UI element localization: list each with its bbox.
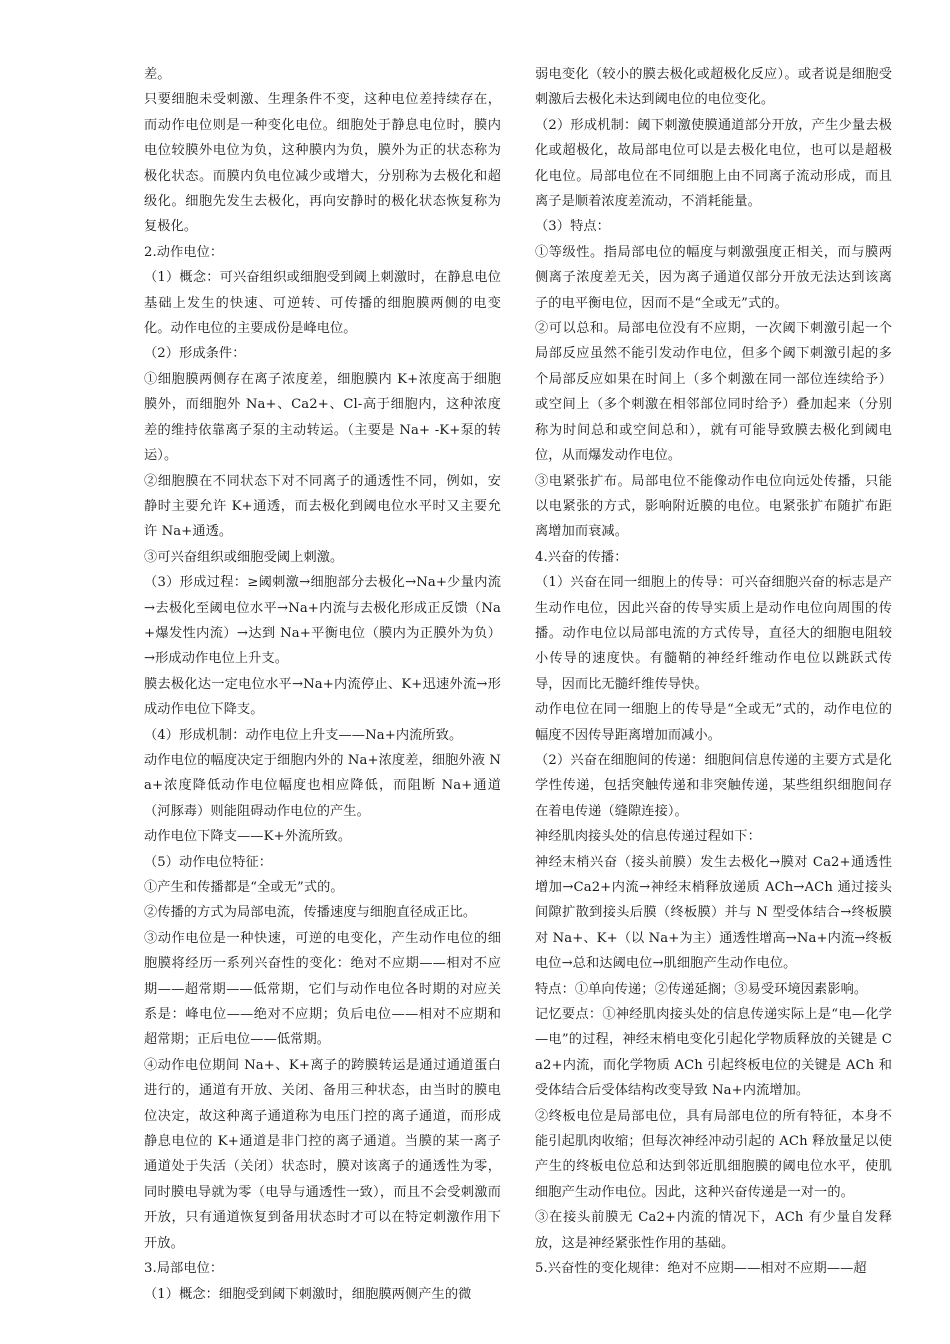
paragraph: ①产生和传播都是“全或无”式的。 [144,880,344,895]
paragraph: ③电紧张扩布。局部电位不能像动作电位向远处传播，只能以电紧张的方式，影响附近膜的电位。电紧张扩布随扩布距离增加而衰减。 [535,473,892,540]
paragraph: （4）形成机制：动作电位上升支——Na+内流所致。 [144,727,463,743]
paragraph: 差。 [144,67,171,82]
paragraph: 动作电位在同一细胞上的传导是“全或无”式的，动作电位的幅度不因传导距离增加而减小。 [535,702,892,743]
paragraph: 记忆要点：①神经肌肉接头处的信息传递实际上是“电—化学—电”的过程，神经末梢电变化引起化学物质释放的关键是 Ca2+内流，而化学物质 ACh 引起终板电位的关键是 ACh 和受体结合后受体结构改变导致 Na+内流增加。 [535,1007,892,1099]
paragraph: 膜去极化达一定电位水平→Na+内流停止、K+迅速外流→形成动作电位下降支。 [144,676,501,718]
paragraph: ③在接头前膜无 Ca2+内流的情况下，ACh 有少量自发释放，这是神经紧张性作用的基础。 [535,1210,892,1251]
paragraph: ④动作电位期间 Na+、K+离子的跨膜转运是通过通道蛋白进行的，通道有开放、关闭、备用三种状态，由当时的膜电位决定，故这种离子通道称为电压门控的离子通道，而形成静息电位的 K+通道是非门控的离子通道。当膜的某一离子通道处于失活（关闭）状态时，膜对该离子的通透性为零，同时膜电导就为零（电导与通透性一致），而且不会受刺激而开放，只有通道恢复到备用状态时才可以在特定刺激作用下开放。 [144,1057,501,1251]
paragraph: （1）概念：细胞受到阈下刺激时，细胞膜两侧产生的微 [144,1286,472,1302]
paragraph: （2）兴奋在细胞间的传递：细胞间信息传递的主要方式是化学性传递，包括突触传递和非突触传递，某些组织细胞间存在着电传递（缝隙连接）。 [535,752,892,819]
left-column [144,62,501,1307]
paragraph: 只要细胞未受刺激、生理条件不变，这种电位差持续存在，而动作电位则是一种变化电位。细胞处于静息电位时，膜内电位较膜外电位为负，这种膜内为负，膜外为正的状态称为极化状态。而膜内负电位减少或增大，分别称为去极化和超级化。细胞先发生去极化，再向安静时的极化状态恢复称为复极化。 [144,92,501,235]
subsection-heading: （2）形成条件： [144,346,246,362]
paragraph: ③动作电位是一种快速，可逆的电变化，产生动作电位的细胞膜将经历一系列兴奋性的变化：绝对不应期——相对不应期——超常期——低常期，它们与动作电位各时期的对应关系是：峰电位——绝对不应期；负后电位——相对不应期和超常期；正后电位——低常期。 [144,930,501,1048]
paragraph: 特点：①单向传递；②传递延搁；③易受环境因素影响。 [535,981,868,997]
section-heading: 4.兴奋的传播： [535,549,628,565]
section-heading: 2.动作电位： [144,244,224,260]
paragraph: 弱电变化（较小的膜去极化或超极化反应）。或者说是细胞受刺激后去极化未达到阈电位的电位变化。 [535,67,892,108]
paragraph: ②可以总和。局部电位没有不应期，一次阈下刺激引起一个局部反应虽然不能引发动作电位，但多个阈下刺激引起的多个局部反应如果在时间上（多个刺激在同一部位连续给予）或空间上（多个刺激在相邻部位同时给予）叠加起来（分别称为时间总和或空间总和），就有可能导致膜去极化到阈电位，从而爆发动作电位。 [535,321,892,464]
paragraph: 神经末梢兴奋（接头前膜）发生去极化→膜对 Ca2+通透性增加→Ca2+内流→神经末梢释放递质 ACh→ACh 通过接头间隙扩散到接头后膜（终板膜）并与 N 型受体结合→终板膜对 Na+、K+（以 Na+为主）通透性增高→Na+内流→终板电位→总和达阈电位→肌细胞产生动作电位。 [535,854,892,972]
paragraph: ①等级性。指局部电位的幅度与刺激强度正相关，而与膜两侧离子浓度差无关，因为离子通道仅部分开放无法达到该离子的电平衡电位，因而不是“全或无”式的。 [535,244,892,311]
paragraph: 神经肌肉接头处的信息传递过程如下： [535,829,761,845]
paragraph: 动作电位下降支——K+外流所致。 [144,829,352,845]
paragraph: （2）形成机制：阈下刺激使膜通道部分开放，产生少量去极化或超极化，故局部电位可以是去极化电位，也可以是超极化电位。局部电位在不同细胞上由不同离子流动形成，而且离子是顺着浓度差流动，不消耗能量。 [535,117,892,210]
section-heading: 5.兴奋性的变化规律：绝对不应期——相对不应期——超 [535,1261,867,1277]
paragraph: 动作电位的幅度决定于细胞内外的 Na+浓度差，细胞外液 Na+浓度降低动作电位幅度也相应降低，而阻断 Na+通道（河豚毒）则能阻碍动作电位的产生。 [144,752,501,819]
paragraph: （1）兴奋在同一细胞上的传导：可兴奋细胞兴奋的标志是产生动作电位，因此兴奋的传导实质上是动作电位向周围的传播。动作电位以局部电流的方式传导，直径大的细胞电阻较小传导的速度快。有髓鞘的神经纤维动作电位以跳跃式传导，因而比无髓纤维传导快。 [535,575,892,692]
subsection-heading: （3）特点： [535,219,610,235]
paragraph: （3）形成过程：≥阈刺激→细胞部分去极化→Na+少量内流→去极化至阈电位水平→Na+内流与去极化形成正反馈（Na+爆发性内流）→达到 Na+平衡电位（膜内为正膜外为负）→形成动作电位上升支。 [144,575,501,667]
right-column [535,62,892,1282]
paragraph: ③可兴奋组织或细胞受阈上刺激。 [144,549,344,565]
section-heading: 3.局部电位： [144,1261,224,1277]
paragraph: ②细胞膜在不同状态下对不同离子的通透性不同，例如，安静时主要允许 K+通透，而去极化到阈电位水平时又主要允许 Na+通透。 [144,473,501,540]
paragraph: （1）概念：可兴奋组织或细胞受到阈上刺激时，在静息电位基础上发生的快速、可逆转、可传播的细胞膜两侧的电变化。动作电位的主要成份是峰电位。 [144,270,501,337]
paragraph: ②终板电位是局部电位，具有局部电位的所有特征，本身不能引起肌肉收缩；但每次神经冲动引起的 ACh 释放量足以使产生的终板电位总和达到邻近肌细胞膜的阈电位水平，使肌细胞产生动作电位。因此，这种兴奋传递是一对一的。 [535,1108,892,1200]
paragraph: ②传播的方式为局部电流，传播速度与细胞直径成正比。 [144,905,477,921]
paragraph: ①细胞膜两侧存在离子浓度差，细胞膜内 K+浓度高于细胞膜外，而细胞外 Na+、Ca2+、Cl-高于细胞内，这种浓度差的维持依靠离子泵的主动转运。（主要是 Na+ -K+泵的转运）。 [144,371,501,464]
subsection-heading: （5）动作电位特征： [144,854,273,870]
